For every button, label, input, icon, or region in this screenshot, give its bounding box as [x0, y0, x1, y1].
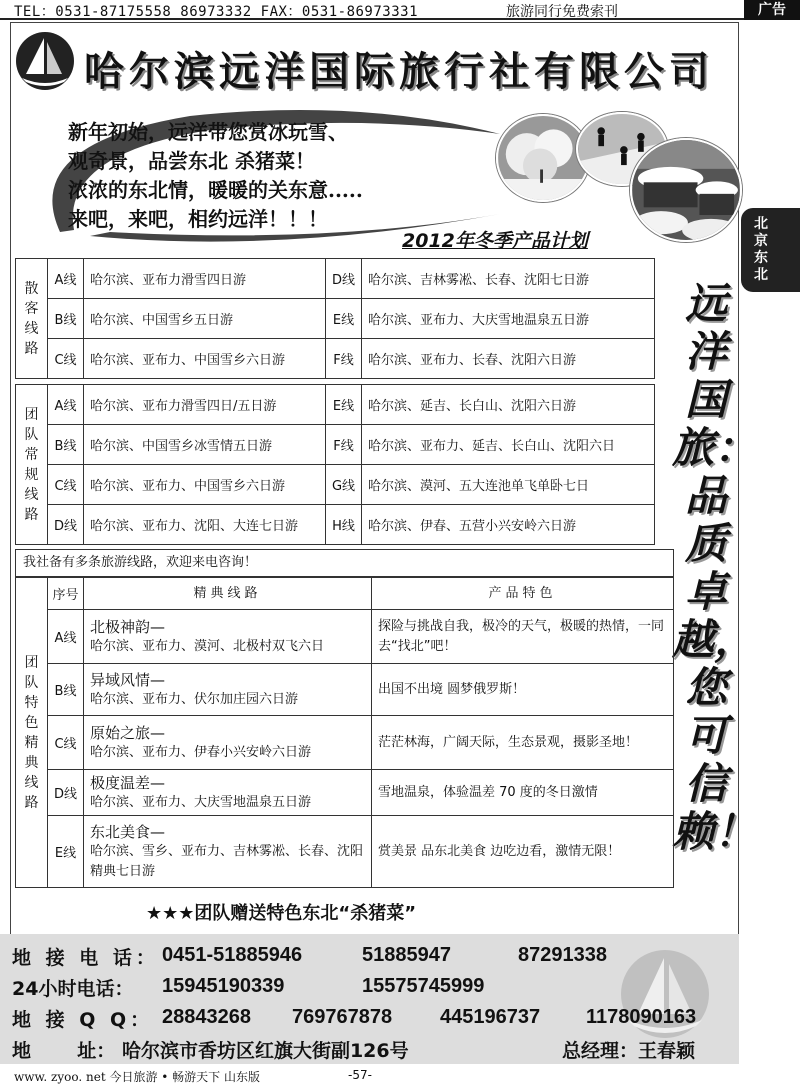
photo-snow-village: [630, 138, 742, 242]
route-code: F线: [326, 425, 362, 465]
slogan-line: 观奇景，品尝东北 杀猪菜！: [68, 149, 315, 173]
consult-notice: 我社备有多条旅游线路，欢迎来电咨询！: [15, 549, 674, 577]
photo-frosted-trees: [496, 114, 590, 202]
slogan-line: 新年初始，远洋带您赏冰玩雪、: [68, 120, 348, 144]
table-header-row: [16, 578, 674, 610]
route-desc: 哈尔滨、亚布力、大庆雪地温泉五日游: [362, 299, 655, 339]
category-cell: [16, 578, 48, 888]
category-cell: [16, 385, 48, 545]
route-desc: 哈尔滨、亚布力、中国雪乡六日游: [84, 339, 326, 379]
company-watermark-icon: [610, 944, 720, 1044]
phone-number: 51885947: [362, 944, 451, 966]
route-code: A线: [48, 385, 84, 425]
category-label: 散客线路: [24, 280, 39, 357]
route-desc: 哈尔滨、漠河、五大连池单飞单卧七日: [362, 465, 655, 505]
route-desc: 哈尔滨、亚布力、延吉、长白山、沈阳六日: [362, 425, 655, 465]
route-desc: 哈尔滨、亚布力滑雪四日游: [84, 259, 326, 299]
page-number: -57-: [348, 1068, 372, 1082]
route-desc: 哈尔滨、亚布力、长春、沈阳六日游: [362, 339, 655, 379]
route-feature: 探险与挑战自我，极冷的天气，极暖的热情，一同去“找北”吧！: [372, 610, 674, 664]
route-desc: 哈尔滨、延吉、长白山、沈阳六日游: [362, 385, 655, 425]
address-label: 地 址：: [12, 1040, 116, 1062]
route-name: 东北美食—: [90, 822, 166, 841]
contact-hotline-row: [12, 974, 133, 1001]
route-cell: [84, 716, 372, 770]
table-row: [16, 385, 655, 425]
contact-panel: [0, 934, 739, 1064]
table-row: [16, 716, 674, 770]
route-desc: 哈尔滨、吉林雾凇、长春、沈阳七日游: [362, 259, 655, 299]
route-desc: 哈尔滨、亚布力、伏尔加庄园六日游: [90, 691, 299, 707]
hotline-number: 15945190339: [162, 975, 285, 997]
table-row: [16, 259, 655, 299]
featured-routes-table: [15, 577, 674, 888]
route-desc: 哈尔滨、伊春、五营小兴安岭六日游: [362, 505, 655, 545]
table-row: [16, 770, 674, 816]
route-code: B线: [48, 425, 84, 465]
route-feature: 茫茫林海，广阔天际，生态景观，摄影圣地！: [372, 716, 674, 770]
ad-badge: 广告: [744, 0, 800, 20]
plan-title: 2012年冬季产品计划: [402, 230, 588, 252]
route-code: C线: [48, 465, 84, 505]
route-cell: [84, 610, 372, 664]
address-text: 哈尔滨市香坊区红旗大街副126号: [121, 1040, 409, 1062]
route-cell: [84, 770, 372, 816]
table-row: [16, 816, 674, 888]
table-row: [16, 299, 655, 339]
top-bar: [0, 0, 800, 20]
phone-number: 87291338: [518, 944, 607, 966]
contact-phone-row: [12, 943, 159, 970]
table-row: [16, 425, 655, 465]
route-name: 原始之旅—: [90, 723, 166, 742]
hotline-label: 24小时电话：: [12, 978, 134, 1000]
table-row: [16, 339, 655, 379]
phone-number: 0451-51885946: [162, 944, 303, 966]
manager-name: 总经理：王春颖: [562, 1040, 696, 1062]
qq-number: 769767878: [292, 1006, 393, 1028]
route-name: 异域风情—: [90, 670, 166, 689]
hotline-number: 15575745999: [362, 975, 485, 997]
route-desc: 哈尔滨、雪乡、亚布力、吉林雾凇、长春、沈阳精典七日游: [90, 843, 364, 879]
table-row: [16, 610, 674, 664]
route-desc: 哈尔滨、亚布力、漠河、北极村双飞六日: [90, 638, 325, 654]
route-desc: 哈尔滨、亚布力、沈阳、大连七日游: [84, 505, 326, 545]
header-no: 序号: [48, 578, 84, 610]
company-name: 哈尔滨远洋国际旅行社有限公司: [84, 48, 714, 95]
route-feature: 出国不出境 圆梦俄罗斯！: [372, 664, 674, 716]
route-code: H线: [326, 505, 362, 545]
route-name: 北极神韵—: [90, 617, 166, 636]
category-cell: [16, 259, 48, 379]
contact-address-row: [12, 1036, 409, 1063]
company-logo-icon: [14, 30, 76, 92]
route-desc: 哈尔滨、亚布力、伊春小兴安岭六日游: [90, 744, 312, 760]
route-code: E线: [48, 816, 84, 888]
header-feature: 产品特色: [372, 578, 674, 610]
contact-qq-row: [12, 1005, 153, 1032]
category-label: 团队特色精典线路: [24, 654, 43, 811]
category-label: 团队常规线路: [24, 406, 39, 523]
qq-number: 1178090163: [586, 1006, 697, 1028]
route-code: B线: [48, 664, 84, 716]
route-cell: [84, 816, 372, 888]
route-desc: 哈尔滨、中国雪乡五日游: [84, 299, 326, 339]
page-footer: [0, 1064, 800, 1086]
route-code: D线: [48, 505, 84, 545]
route-code: B线: [48, 299, 84, 339]
route-name: 极度温差—: [90, 773, 166, 792]
route-code: D线: [326, 259, 362, 299]
route-desc: 哈尔滨、亚布力滑雪四日/五日游: [84, 385, 326, 425]
qq-number: 28843268: [162, 1006, 251, 1028]
qq-number: 445196737: [440, 1006, 541, 1028]
slogan-line: 来吧，来吧，相约远洋！！！: [68, 207, 328, 231]
scatter-routes-table: [15, 258, 655, 379]
route-code: D线: [48, 770, 84, 816]
route-desc: 哈尔滨、中国雪乡冰雪情五日游: [84, 425, 326, 465]
route-code: A线: [48, 259, 84, 299]
header-tel-fax: TEL：0531-87175558 86973332 FAX：0531-86973331: [14, 4, 419, 20]
table-row: [16, 505, 655, 545]
slogan-line: 浓浓的东北情，暖暖的关东意.....: [68, 178, 363, 202]
route-feature: 赏美景 品东北美食 边吃边看，激情无限！: [372, 816, 674, 888]
region-side-tab: [741, 208, 800, 292]
route-desc: 哈尔滨、亚布力、大庆雪地温泉五日游: [90, 794, 312, 810]
route-code: C线: [48, 716, 84, 770]
route-code: G线: [326, 465, 362, 505]
route-code: A线: [48, 610, 84, 664]
route-desc: 哈尔滨、亚布力、中国雪乡六日游: [84, 465, 326, 505]
gift-banner: ★★★团队赠送特色东北“杀猪菜”: [146, 903, 417, 924]
header-free-index: 旅游同行免费索刊: [506, 4, 618, 20]
vertical-slogan: 远洋国旅：品质卓越，您可信赖！: [672, 279, 757, 856]
footer-site: www. zyoo. net 今日旅游 • 畅游天下 山东版: [14, 1070, 260, 1084]
route-code: E线: [326, 385, 362, 425]
header-line: 精典线路: [84, 578, 372, 610]
route-feature: 雪地温泉，体验温差 70 度的冬日激情: [372, 770, 674, 816]
route-code: E线: [326, 299, 362, 339]
table-row: [16, 465, 655, 505]
table-row: [16, 664, 674, 716]
region-side-tab-label: 北京东北: [754, 216, 768, 283]
frosted-trees-image: [498, 116, 588, 200]
qq-label: 地 接 Q Q：: [12, 1009, 154, 1031]
route-code: C线: [48, 339, 84, 379]
route-cell: [84, 664, 372, 716]
phone-label: 地 接 电 话：: [12, 947, 159, 969]
snow-village-image: [632, 140, 740, 240]
slogan-text: [68, 118, 363, 234]
route-code: F线: [326, 339, 362, 379]
group-routes-table: [15, 384, 655, 545]
